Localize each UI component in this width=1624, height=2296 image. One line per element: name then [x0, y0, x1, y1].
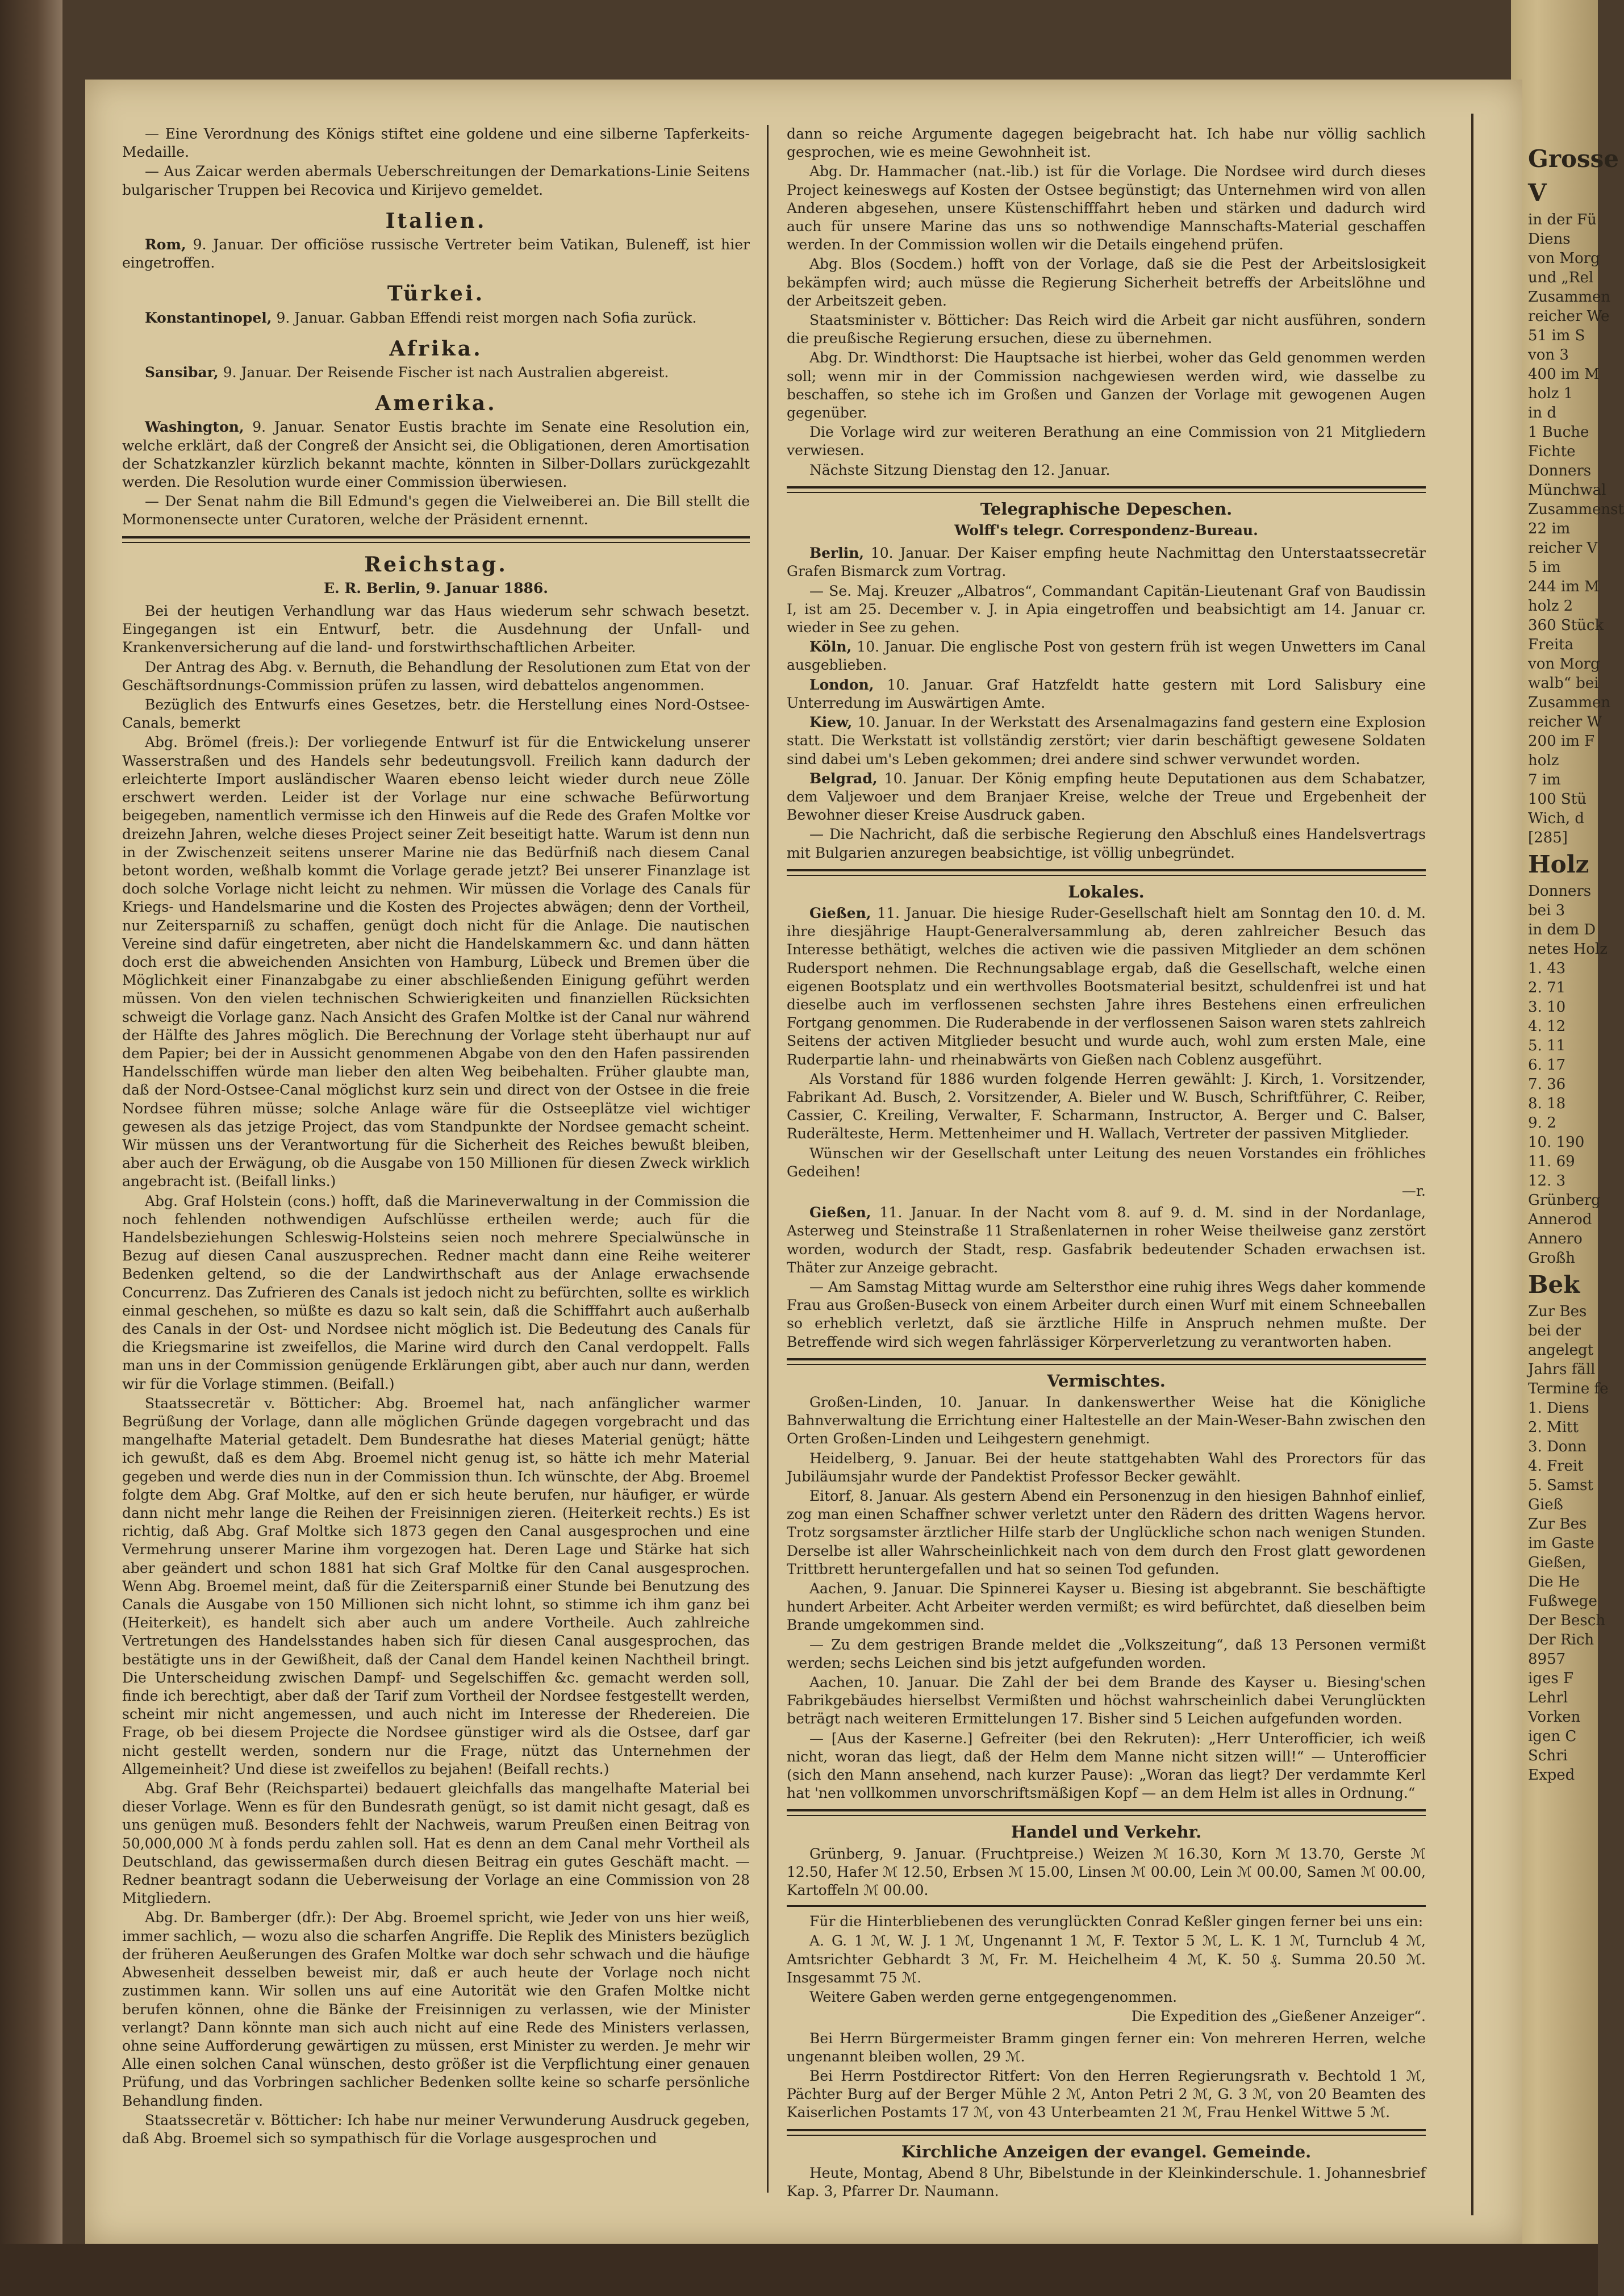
fragment-line: 1 Buche — [1528, 424, 1589, 441]
fragment-line: Holz — [1528, 850, 1589, 878]
misc-item: Heidelberg, 9. Januar. Bei der heute stattgehabten Wahl des Prorectors für das Jubiläumsjahr wurde der Pandektist Professor Becker gewählt. — [787, 1450, 1426, 1485]
fragment-line: 10. 190 — [1528, 1134, 1585, 1151]
donation-signature: Die Expedition des „Gießener Anzeiger“. — [1131, 2008, 1426, 2025]
fragment-line: Gieß — [1528, 1496, 1563, 1513]
local-item: Wünschen wir der Gesellschaft unter Leitung des neuen Vorstandes ein fröhliches Gedeihen! — [787, 1145, 1426, 1180]
fragment-line: netes Holz — [1528, 941, 1608, 958]
misc-item: Großen-Linden, 10. Januar. In dankenswerther Weise hat die Königliche Bahnverwaltung die Errichtung einer Haltestelle an der Main-Weser-Bahn zwischen den Orten Großen-Linden und Leihgestern genehmigt. — [787, 1394, 1426, 1447]
donation-item: Bei Herrn Postdirector Ritfert: Von den Herren Regierungsrath v. Bechtold 1 ℳ, Pächter Burg auf der Berger Mühle 2 ℳ, Anton Petri 2 ℳ, G. 3 ℳ, von 20 Beamten des Kaiserlichen Postamts 17 ℳ, von 43 Unterbeamten 21 ℳ, Frau Henkel Wittwe 5 ℳ. — [787, 2067, 1426, 2121]
section-rule — [787, 1358, 1426, 1365]
fragment-line: Der Besch — [1528, 1612, 1606, 1629]
fragment-line: Fichte — [1528, 443, 1576, 460]
local-item: — Am Samstag Mittag wurde am Seltersthor eine ruhig ihres Wegs daher kommende Frau aus Großen-Buseck von einem Arbeiter durch einen Wurf mit einem Schneeballen so erheblich verletzt, daß sie ärztliche Hilfe in Anspruch nehmen mußte. Der Betreffende wird sich wegen fahrlässiger Körperverletzung zu verantworten haben. — [787, 1278, 1426, 1350]
fragment-line: 11. 69 — [1528, 1153, 1575, 1170]
fragment-line: von Morg — [1528, 656, 1600, 673]
fragment-line: holz — [1528, 752, 1559, 769]
telegram-item: Kiew, 10. Januar. In der Werkstatt des Arsenalmagazins fand gestern eine Explosion statt. Die Werkstatt ist vollständig zerstört; vier darin beschäftigt gewesene Soldaten sind dabei um's Leben gekommen; drei andere sind schwer verwundet worden. — [787, 714, 1426, 767]
fragment-line: reicher V — [1528, 540, 1598, 557]
local-item: Gießen, 11. Januar. Die hiesige Ruder-Gesellschaft hielt am Sonntag den 10. d. M. ihre diesjährige Haupt-Generalversammlung ab, deren zahlreicher Besuch das Interesse bethätigt, welches die activen wie die passiven Mitglieder an dem schönen Rudersport nehmen. Die Rechnungsablage ergab, daß die Gesellschaft, welche einen eigenen Bootsplatz und ein werthvolles Bootsmaterial besitzt, schuldenfrei ist und hat dieselbe auch im verflossenen sechsten Jahre ihres Bestehens einen erfreulichen Fortgang genommen. Die Ruderabende in der verflossenen Saison waren stets zahlreich Seitens der activen Mitglieder besucht und wurde auch, wohl zum ersten Male, eine Ruderpartie lahn- und rheinabwärts von Gießen nach Coblenz ausgeführt. — [787, 904, 1426, 1068]
fragment-line: von Morg — [1528, 250, 1600, 267]
report-paragraph: Abg. Dr. Windthorst: Die Hauptsache ist hierbei, woher das Geld genommen werden soll; wenn mir in der Commission nachgewiesen werden wird, wie dasselbe zu beschaffen, so stehe ich im Großen und Ganzen der Vorlage mit gewogenen Augen gegenüber. — [787, 349, 1426, 421]
fragment-line: 7. 36 — [1528, 1076, 1566, 1093]
fragment-line: 4. 12 — [1528, 1018, 1566, 1035]
misc-item: Eitorf, 8. Januar. Als gestern Abend ein Personenzug in den hiesigen Bahnhof einlief, zog man einen Schaffner schwer verletzt unter den Rädern des dritten Wagens hervor. Trotz sorgsamster ärztlicher Hilfe starb der Unglückliche schon nach wenigen Stunden. Derselbe ist aller Wahrscheinlichkeit nach von dem durch den Frost glatt gewordenen Trittbrett heruntergefallen und hat so seinen Tod gefunden. — [787, 1488, 1426, 1577]
fragment-line: igen C — [1528, 1728, 1577, 1745]
adjacent-page-fragments — [1528, 142, 1624, 1785]
fragment-line: Zusammenst — [1528, 501, 1624, 518]
fragment-line: Grosse — [1528, 145, 1619, 173]
misc-item: — [Aus der Kaserne.] Gefreiter (bei den Rekruten): „Herr Unterofficier, ich weiß nicht, woran das liegt, daß der Helm dem Manne nicht sitzen will!“ — Unterofficier (sich den Mann ansehend, nach kurzer Pause): „Woran das liegt? Der verdammte Kerl hat 'nen vollkommen unvorschriftsmäßigen Kopf — an dem Helm ist alles in Ordnung.“ — [787, 1730, 1426, 1802]
section-heading-tuerkei: Türkei. — [387, 282, 485, 306]
scan-background-bottom — [0, 2244, 1598, 2296]
section-heading-lokales: Lokales. — [1068, 882, 1145, 901]
section-heading-amerika: Amerika. — [375, 391, 497, 416]
donation-item: Weitere Gaben werden gerne entgegengenommen. — [809, 1989, 1178, 2006]
fragment-line: 6. 17 — [1528, 1057, 1566, 1074]
fragment-line: bei 3 — [1528, 902, 1565, 919]
section-rule — [787, 2129, 1426, 2136]
news-item: Rom, 9. Januar. Der officiöse russische Vertreter beim Vatikan, Buleneff, ist hier eingetroffen. — [122, 236, 750, 272]
page-edge-rule — [1471, 114, 1473, 2215]
donation-item: Bei Herrn Bürgermeister Bramm gingen ferner ein: Von mehreren Herren, welche ungenannt bleiben wollen, 29 ℳ. — [787, 2030, 1426, 2065]
fragment-line: in d — [1528, 404, 1556, 421]
fragment-line: Diens — [1528, 231, 1571, 248]
fragment-line: Exped — [1528, 1767, 1575, 1784]
fragment-line: 8957 — [1528, 1651, 1566, 1668]
section-heading-vermischtes: Vermischtes. — [1047, 1371, 1166, 1391]
left-column — [122, 125, 750, 2149]
fragment-line: Lehrl — [1528, 1689, 1568, 1706]
telegram-item: — Se. Maj. Kreuzer „Albatros“, Commandant Capitän-Lieutenant Graf von Baudissin I, ist am 25. December v. J. in Apia eingetroffen und beabsichtigt am 14. Januar cr. wieder in See zu gehen. — [787, 582, 1426, 636]
fragment-line: reicher W — [1528, 713, 1602, 730]
fragment-line: [285] — [1528, 829, 1568, 846]
report-paragraph: Der Antrag des Abg. v. Bernuth, die Behandlung der Resolutionen zum Etat von der Geschäftsordnungs-Commission prüfen zu lassen, wird debattelos angenommen. — [122, 658, 750, 694]
fragment-line: bei der — [1528, 1322, 1581, 1339]
fragment-line: Der Rich — [1528, 1631, 1594, 1648]
fragment-line: 51 im S — [1528, 327, 1585, 344]
fragment-line: 3. 10 — [1528, 999, 1566, 1016]
fragment-line: 22 im — [1528, 520, 1571, 537]
fragment-line: 1. Diens — [1528, 1400, 1589, 1417]
report-paragraph: Die Vorlage wird zur weiteren Berathung an eine Commission von 21 Mitgliedern verwiesen. — [787, 424, 1426, 459]
report-paragraph: Abg. Graf Behr (Reichspartei) bedauert gleichfalls das mangelhafte Material bei dieser Vorlage. Wenn es für den Bundesrath genügt, so ist damit nicht gesagt, daß es uns genügen muß. Besonders fehlt der Nachweis, warum Preußen einen Beitrag von 50,000,000 ℳ à fonds perdu zahlen soll. Hat es denn an dem Canal mehr Vortheil als Deutschland, das gewissermaßen durch diesen Beitrag ein gutes Geschäft macht. — Redner beantragt sodann die Ueberweisung der Vorlage an eine Commission von 28 Mitgliedern. — [122, 1780, 750, 1907]
scan-background-left — [0, 0, 62, 2296]
news-item: — Aus Zaicar werden abermals Ueberschreitungen der Demarkations-Linie Seitens bulgarischer Truppen bei Recovica und Kirijevo gemeldet. — [122, 163, 750, 198]
fragment-line: 244 im M — [1528, 578, 1600, 595]
fragment-line: 5. Samst — [1528, 1477, 1593, 1494]
fragment-line: Die He — [1528, 1573, 1580, 1590]
donation-item: A. G. 1 ℳ, W. J. 1 ℳ, Ungenannt 1 ℳ, F. Textor 5 ℳ, L. K. 1 ℳ, Turnclub 4 ℳ, Amtsrichter Gebhardt 3 ℳ, Fr. M. Heichelheim 4 ℳ, K. 50 ₰. Summa 20.50 ℳ. Insgesammt 75 ℳ. — [787, 1932, 1426, 1986]
fragment-line: V — [1528, 179, 1547, 207]
fragment-line: Zusammen — [1528, 289, 1611, 306]
report-paragraph: dann so reiche Argumente dagegen beigebracht hat. Ich habe nur völlig sachlich gesprochen, wie es meine Gewohnheit ist. — [787, 126, 1426, 161]
fragment-line: Vorken — [1528, 1709, 1581, 1726]
news-item: Sansibar, 9. Januar. Der Reisende Fischer ist nach Australien abgereist. — [145, 364, 669, 381]
fragment-line: Annerod — [1528, 1211, 1592, 1228]
telegram-item: — Die Nachricht, daß die serbische Regierung den Abschluß eines Handelsvertrags mit Bulgarien anzuregen beabsichtige, ist völlig unbegründet. — [787, 826, 1426, 861]
report-paragraph: Abg. Brömel (freis.): Der vorliegende Entwurf ist für die Entwickelung unserer Wasserstraßen und des Handels sehr bedeutungsvoll. Freilich kann dadurch der erleichterte Import ausländischer Waaren ebenso leicht wieder durch neue Zölle erschwert werden. Leider ist der Vorlage nur eine schwache Befürwortung beigegeben, namentlich vermisse ich den Hinweis auf die Rede des Grafen Moltke vor dreizehn Jahren, welche dieses Project seiner Zeit beseitigt hatte. Warum ist denn nun in der Zwischenzeit seitens unserer Marine nie das Bedürfniß nach diesem Canal betont worden, weßhalb kommt die Vorlage gerade jetzt? Bei unserer Finanzlage ist doch solche Vorlage nicht leicht zu nehmen. Wir müssen die Vorlage des Canals für Kriegs- und Handelsmarine und die Kosten des Projectes abwägen; denn der Vortheil, nur Zeitersparniß zu schaffen, genügt doch nicht für die Anlage. Die nautischen Vereine sind dafür eingetreten, aber nicht die Handelskammern &c. und dann hätten doch erst die abweichenden Ansichten von Hamburg, Lübeck und Bremen über die Möglichkeit einer Finanzabgabe zu einer abschließenden Einigung geführt werden müssen. Von den vielen technischen Schwierigkeiten und finanziellen Rücksichten schweigt die Vorlage ganz. Nach Ansicht des Grafen Moltke ist der Canal nur während der Hälfte des Jahres möglich. Die Berechnung der Vorlage steht überhaupt nur auf dem Papier; bei der in Aussicht genommenen Abgabe von den den Hafen passirenden Handelsschiffen würde man lieber den alten Weg beibehalten. Früher glaubte man, daß der Nord-Ostsee-Canal möglichst kurz sein und direct von der Ostsee in die freie Nordsee führen müsse; solche Anlage wäre für die Ostseeplätze viel wichtiger gewesen als das jetzige Project, das vom Standpunkte der Nordsee gemacht scheint. Wir müssen uns der Verantwortung für die Sicherheit des Reiches bewußt bleiben, aber auch der Erwägung, ob die Ausgabe von 150 Millionen für diesen Zweck wirklich angebracht ist. (Beifall links.) — [122, 734, 750, 1190]
fragment-line: Wich, d — [1528, 810, 1585, 827]
fragment-line: Münchwal — [1528, 482, 1606, 499]
news-item: — Der Senat nahm die Bill Edmund's gegen die Vielweiberei an. Die Bill stellt die Mormonensecte unter Curatoren, welche der Präsident ernennt. — [122, 493, 750, 528]
fragment-line: holz 2 — [1528, 598, 1573, 615]
newspaper-page — [85, 80, 1522, 2244]
telegram-item: Berlin, 10. Januar. Der Kaiser empfing heute Nachmittag den Unterstaatssecretär Grafen Bismarck zum Vortrag. — [787, 545, 1426, 580]
church-notice: Heute, Montag, Abend 8 Uhr, Bibelstunde in der Kleinkinderschule. 1. Johannesbrief Kap. 3, Pfarrer Dr. Naumann. — [787, 2164, 1426, 2199]
fragment-line: 8. 18 — [1528, 1095, 1566, 1112]
fragment-line: 2. Mitt — [1528, 1419, 1579, 1436]
section-heading-afrika: Afrika. — [389, 336, 483, 361]
fragment-line: iges F — [1528, 1670, 1573, 1687]
fragment-line: Großh — [1528, 1250, 1575, 1267]
column-divider — [767, 125, 769, 2193]
fragment-line: im Gaste — [1528, 1535, 1594, 1552]
report-paragraph: Nächste Sitzung Dienstag den 12. Januar. — [809, 461, 1111, 478]
fragment-line: 5 im — [1528, 559, 1561, 576]
fragment-line: 360 Stück — [1528, 617, 1604, 634]
fragment-line: von 3 — [1528, 347, 1569, 364]
dateline: Rom, — [145, 236, 186, 253]
news-item: Konstantinopel, 9. Januar. Gabban Effendi reist morgen nach Sofia zurück. — [145, 309, 697, 326]
report-paragraph: Abg. Dr. Hammacher (nat.-lib.) ist für die Vorlage. Die Nordsee wird durch dieses Project keineswegs auf Kosten der Ostsee begünstigt; das Unternehmen wird von allen Anderen abgesehen, unsere Küstenschifffahrt heben und stärken und dadurch wird auch für unsere Marine das uns so nothwendige Mannschafts-Material geschaffen werden. In der Commission wollen wir die Details eingehend prüfen. — [787, 163, 1426, 253]
telegram-item: Köln, 10. Januar. Die englische Post von gestern früh ist wegen Unwetters im Canal ausgeblieben. — [787, 638, 1426, 674]
report-paragraph: Staatssecretär v. Bötticher: Ich habe nur meiner Verwunderung Ausdruck gegeben, daß Abg. Broemel sich so sympathisch für die Vorlage ausgesprochen und — [122, 2111, 750, 2147]
fragment-line: 12. 3 — [1528, 1172, 1566, 1189]
report-paragraph: Bei der heutigen Verhandlung war das Haus wiederum sehr schwach besetzt. Eingegangen ist ein Entwurf, betr. die Ausdehnung der Unfall- und Krankenversicherung auf die land- und forstwirthschaftlichen Arbeiter. — [122, 603, 750, 656]
section-rule — [787, 869, 1426, 876]
section-heading-handel: Handel und Verkehr. — [1011, 1822, 1202, 1842]
report-paragraph: Staatsminister v. Bötticher: Das Reich wird die Arbeit gar nicht ausführen, sondern die preußische Regierung ersuchen, diese zu übernehmen. — [787, 312, 1426, 347]
author-signature: —r. — [1401, 1182, 1426, 1199]
misc-item: — Zu dem gestrigen Brande meldet die „Volkszeitung“, daß 13 Personen vermißt werden; sechs Leichen sind bis jetzt aufgefunden worden. — [787, 1636, 1426, 1671]
fragment-line: Jahrs fäll — [1528, 1361, 1596, 1378]
fragment-line: in der Fü — [1528, 211, 1597, 228]
fragment-line: 2. 71 — [1528, 979, 1566, 996]
local-item: Als Vorstand für 1886 wurden folgende Herren gewählt: J. Kirch, 1. Vorsitzender, Fabrikant Ad. Busch, 2. Vorsitzender, A. Bieler und W. Busch, Schriftführer, C. Reiber, Cassier, C. Kreiling, Verwalter, F. Scharmann, Instructor, A. Berger und C. Balser, Ruderälteste, Herm. Mettenheimer und H. Wallach, Vertreter der passiven Mitglieder. — [787, 1070, 1426, 1142]
section-heading-kirche: Kirchliche Anzeigen der evangel. Gemeinde. — [901, 2141, 1312, 2161]
fragment-line: Grünberg — [1528, 1192, 1601, 1209]
fragment-line: Donners — [1528, 883, 1592, 900]
fragment-line: Fußwege — [1528, 1593, 1597, 1610]
fragment-line: 4. Freit — [1528, 1458, 1584, 1475]
fragment-line: Bek — [1528, 1271, 1580, 1299]
report-paragraph: Staatssecretär v. Bötticher: Abg. Broemel hat, nach anfänglicher warmer Begrüßung der Vorlage, dann alle möglichen Gründe dagegen vorgebracht und das mangelhafte Material getadelt. Dem Bundesrathe hat dieses Material genügt; hätte ich gewußt, daß es dem Abg. Broemel nicht genug ist, so hätte ich mehr Material gegeben und werde dies nun in der Commission thun. Ich wünschte, der Abg. Broemel folgte dem Abg. Graf Moltke, auf den er sich heute berufen, nur häufiger, er würde dann nicht mehr lange die Reihen der Freisinnigen zieren. (Heiterkeit rechts.) Es ist richtig, daß Abg. Graf Moltke sich 1873 gegen den Canal ausgesprochen und eine Vermehrung unserer Marine ihm vorgezogen hat. Deren Lage und Stärke hat sich aber geändert und schon 1881 hat sich Graf Moltke für den Canal ausgesprochen. Wenn Abg. Broemel meint, daß für die Zeitersparniß einer Stunde bei Benutzung des Canals die Ausgabe von 150 Millionen sich nicht lohnt, so stimme ich ihm ganz bei (Heiterkeit), es handelt sich aber auch um andere Vortheile. Auch zahlreiche Vertretungen des Handelsstandes haben sich für diesen Canal ausgesprochen, das bestätigte uns in der Gewißheit, daß der Canal dem Handel keinen Nachtheil bringt. Die Unterscheidung zwischen Dampf- und Segelschiffen &c. gemacht werden soll, finde ich berechtigt, aber daß der Tarif zum Vortheil der Nordsee festgestellt werden, scheint mir nicht angemessen, und auch nicht im Interesse der Rhedereien. Die Frage, ob bei diesem Projecte die Nordsee günstiger wird als die Ostsee, darf gar nicht gestellt werden, sondern nur die Frage, nützt das Unternehmen der Allgemeinheit? Und diese ist zweifellos zu bejahen! (Beifall rechts.) — [122, 1395, 750, 1777]
fragment-line: 100 Stü — [1528, 791, 1587, 808]
section-rule — [122, 536, 750, 543]
fragment-line: 7 im — [1528, 771, 1561, 788]
report-paragraph: Abg. Blos (Socdem.) hofft von der Vorlage, daß sie die Pest der Arbeitslosigkeit bekämpfen wird; auch müsse die Regierung Sicherheit betreffs der Arbeitslöhne und der Arbeitszeit geben. — [787, 256, 1426, 309]
fragment-line: reicher We — [1528, 308, 1610, 325]
section-rule — [787, 486, 1426, 493]
misc-item: Aachen, 10. Januar. Die Zahl der bei dem Brande des Kayser u. Biesing'schen Fabrikgebäudes hierselbst Vermißten und höchst wahrscheinlich dabei Verunglückten beträgt nach weiteren Ermittelungen 17. Bisher sind 5 Leichen aufgefunden worden. — [787, 1674, 1426, 1727]
dateline: Sansibar, — [145, 364, 219, 381]
market-prices: Grünberg, 9. Januar. (Fruchtpreise.) Weizen ℳ 16.30, Korn ℳ 13.70, Gerste ℳ 12.50, Hafer ℳ 12.50, Erbsen ℳ 15.00, Linsen ℳ 00.00, Lein ℳ 00.00, Samen ℳ 00.00, Kartoffeln ℳ 00.00. — [787, 1845, 1426, 1899]
report-paragraph: Bezüglich des Entwurfs eines Gesetzes, betr. die Herstellung eines Nord-Ostsee-Canals, bemerkt — [122, 696, 750, 732]
fragment-line: Annero — [1528, 1230, 1583, 1247]
section-heading-telegrams: Telegraphische Depeschen. — [980, 499, 1233, 519]
telegram-item: London, 10. Januar. Graf Hatzfeldt hatte gestern mit Lord Salisbury eine Unterredung im Auswärtigen Amte. — [787, 676, 1426, 711]
fragment-line: in dem D — [1528, 921, 1596, 938]
news-item: Washington, 9. Januar. Senator Eustis brachte im Senate eine Resolution ein, welche erklärt, daß der Congreß der Ansicht sei, die Obligationen, deren Amortisation der Schatzkanzler kürzlich bekannt machte, könnten in Silber-Dollars zurückgezahlt werden. Die Resolution wurde einer Commission überwiesen. — [122, 419, 750, 491]
fragment-line: Gießen, — [1528, 1554, 1587, 1571]
fragment-line: Termine fe — [1528, 1380, 1609, 1397]
fragment-line: angelegt — [1528, 1342, 1594, 1359]
fragment-line: und „Rel — [1528, 269, 1594, 286]
fragment-line: 5. 11 — [1528, 1037, 1566, 1054]
telegram-item: Belgrad, 10. Januar. Der König empfing heute Deputationen aus dem Schabatzer, dem Valjewoer und dem Branjaer Kreise, welche der Treue und Ergebenheit der Bewohner dieser Kreise Ausdruck gaben. — [787, 770, 1426, 824]
fragment-line: Zusammen — [1528, 694, 1611, 711]
right-column — [787, 125, 1426, 2202]
fragment-line: 200 im F — [1528, 733, 1595, 750]
fragment-line: Zur Bes — [1528, 1516, 1587, 1533]
section-rule — [787, 1809, 1426, 1816]
fragment-line: 1. 43 — [1528, 960, 1566, 977]
report-paragraph: Abg. Dr. Bamberger (dfr.): Der Abg. Broemel spricht, wie Jeder von uns hier weiß, immer sachlich, — wozu also die scharfen Angriffe. Die Replik des Ministers bezüglich der früheren Aeußerungen des Grafen Moltke war doch sehr schwach und die häufige Abwesenheit desselben beweist mir, daß er auch heute der Vorlage noch nicht zustimmen kann. Wir sollen uns auf eine Autorität wie den Grafen Moltke nicht berufen können, ohne die Bänke der Freisinnigen zu verlassen, wie der Minister verlangt? Dann könnte man sich auch nicht auf eine Rede des Ministers verlassen, ohne seine Aufforderung gewärtigen zu müssen, erst Minister zu werden. Je mehr wir Alle einen solchen Canal wünschen, desto größer ist die Verpflichtung einer genauen Prüfung, und das Vorbringen sachlicher Bedenken sollte keine so scharfe persönliche Behandlung finden. — [122, 1909, 750, 2109]
donation-item: Für die Hinterbliebenen des verunglückten Conrad Keßler gingen ferner bei uns ein: — [809, 1913, 1423, 1930]
reichstag-dateline: E. R. Berlin, 9. Januar 1886. — [324, 579, 548, 596]
fragment-line: holz 1 — [1528, 385, 1573, 402]
fragment-line: Freita — [1528, 636, 1574, 653]
fragment-line: Schri — [1528, 1747, 1568, 1764]
telegram-bureau: Wolff's telegr. Correspondenz-Bureau. — [954, 522, 1258, 539]
misc-item: Aachen, 9. Januar. Die Spinnerei Kayser u. Biesing ist abgebrannt. Sie beschäftigte hundert Arbeiter. Acht Arbeiter werden vermißt; es wird befürchtet, daß dieselben beim Brande umgekommen sind. — [787, 1580, 1426, 1634]
section-rule — [787, 1905, 1426, 1907]
dateline: Washington, — [145, 419, 244, 436]
fragment-line: 400 im M — [1528, 366, 1600, 383]
fragment-line: Zur Bes — [1528, 1303, 1587, 1320]
section-heading-reichstag: Reichstag. — [364, 552, 508, 577]
fragment-line: 9. 2 — [1528, 1114, 1556, 1132]
fragment-line: Donners — [1528, 462, 1592, 479]
report-paragraph: Abg. Graf Holstein (cons.) hofft, daß die Marineverwaltung in der Commission die noch fehlenden nothwendigen Aufschlüsse ertheilen werde; auch für die Handelsbeziehungen Schleswig-Holsteins seien noch mehrere Specialwünsche in Bezug auf diesen Canal auszusprechen. Redner macht dann eine Reihe weiterer Bedenken geltend, so die der Landwirthschaft aus der Anlage erwachsende Concurrenz. Das Zufrieren des Canals ist jedoch nicht zu befürchten, sollte es wirklich einmal geschehen, so müßte es dazu so kalt sein, daß die Schifffahrt auch außerhalb des Canals in der Ost- und Nordsee nicht möglich ist. Die Bedeutung des Canals für die Kriegsmarine ist zweifellos, die Marine wird durch den Canal verdoppelt. Falls man uns in der Commission genügende Erklärungen gibt, aber auch nur dann, werden wir für die Vorlage stimmen. (Beifall.) — [122, 1192, 750, 1392]
section-heading-italien: Italien. — [385, 208, 487, 233]
news-item: — Eine Verordnung des Königs stiftet eine goldene und eine silberne Tapferkeits-Medaille. — [122, 126, 750, 161]
fragment-line: 3. Donn — [1528, 1438, 1587, 1455]
fragment-line: walb“ bei — [1528, 675, 1599, 692]
local-item: Gießen, 11. Januar. In der Nacht vom 8. auf 9. d. M. sind in der Nordanlage, Asterweg und Steinstraße 11 Straßenlaternen in roher Weise theilweise ganz zerstört worden, wodurch der Stadt, resp. Gasfabrik bedeutender Schaden erwachsen ist. Thäter zur Anzeige gebracht. — [787, 1204, 1426, 1276]
dateline: Konstantinopel, — [145, 309, 272, 326]
